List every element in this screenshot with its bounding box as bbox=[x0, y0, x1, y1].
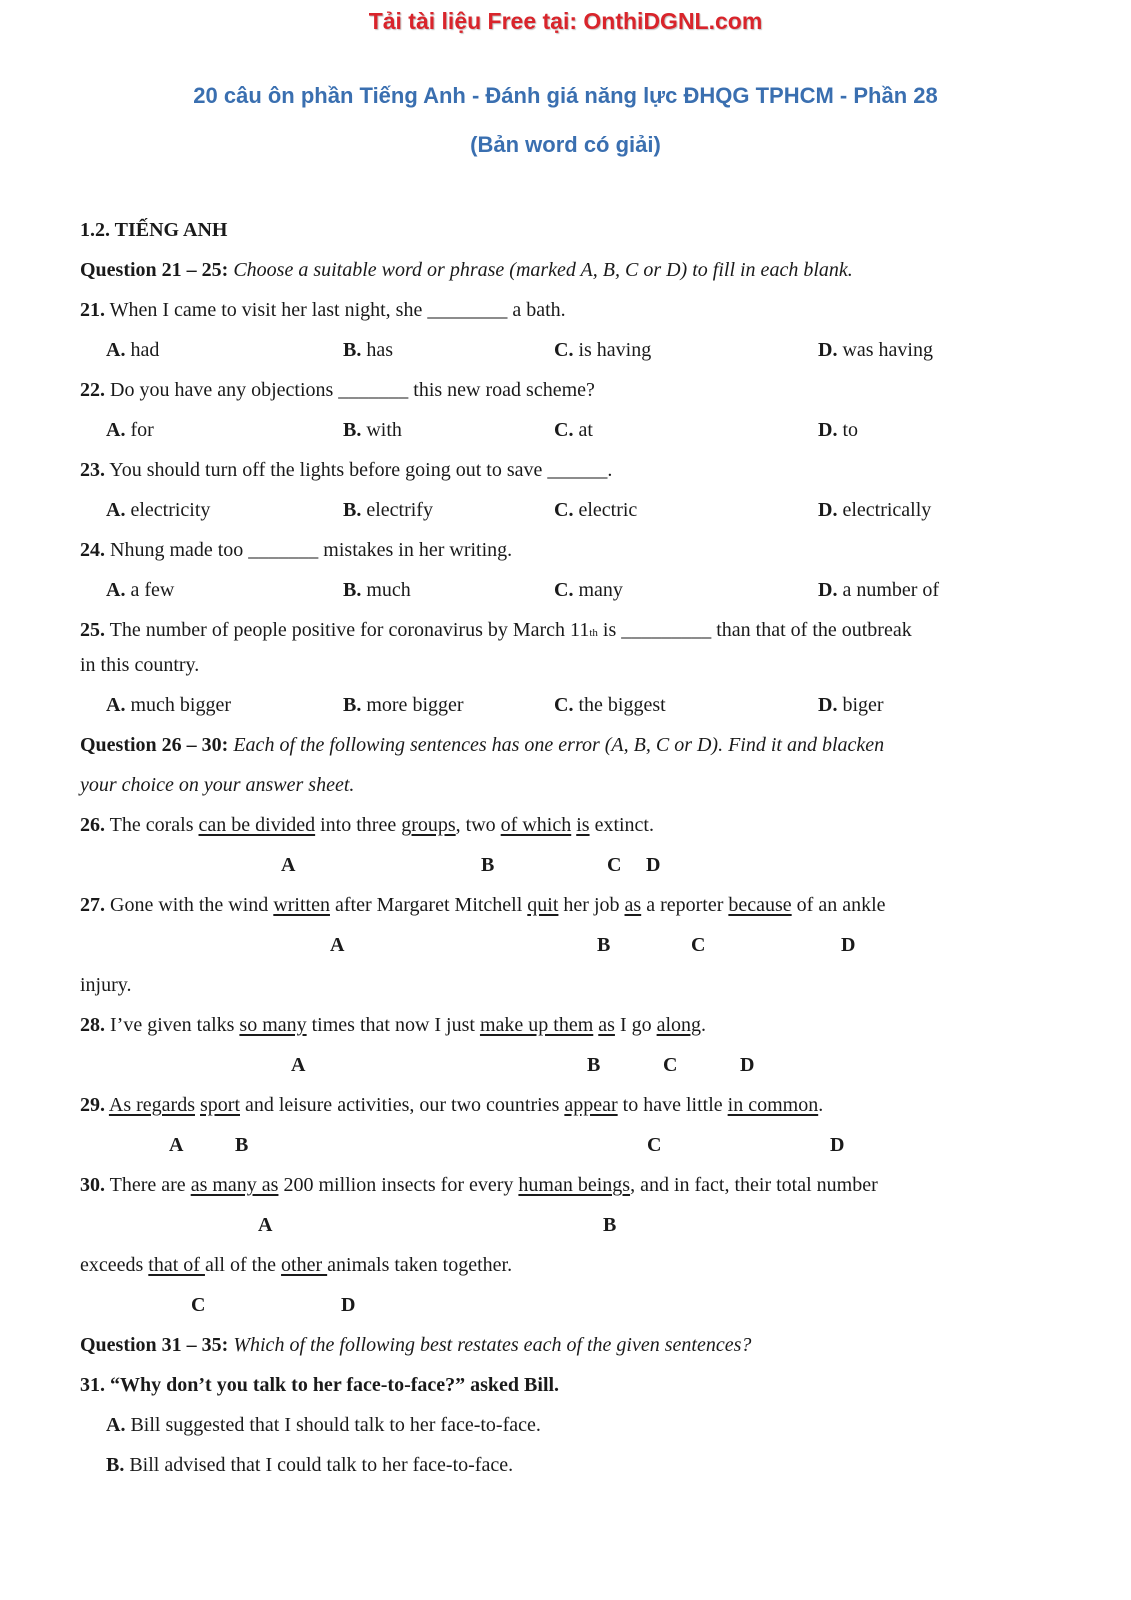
q22-option-a: A. for bbox=[106, 419, 154, 441]
group1-instruction: Question 21 – 25: Choose a suitable word or phrase (marked A, B, C or D) to fill in each blank. bbox=[80, 259, 853, 281]
q29-label-b: B bbox=[235, 1134, 249, 1156]
question-26: 26. The corals can be divided into three groups, two of which is extinct. bbox=[80, 814, 654, 836]
q27-label-d: D bbox=[841, 934, 856, 956]
q22-option-b: B. with bbox=[343, 419, 402, 441]
question-30-line2: exceeds that of all of the other animals taken together. bbox=[80, 1254, 513, 1276]
q28-label-b: B bbox=[587, 1054, 601, 1076]
q30-label-b: B bbox=[603, 1214, 617, 1236]
question-22: 22. Do you have any objections _______ this new road scheme? bbox=[80, 379, 595, 401]
q24-option-c: C. many bbox=[554, 579, 623, 601]
q22-option-c: C. at bbox=[554, 419, 593, 441]
q25-option-a: A. much bigger bbox=[106, 694, 231, 716]
q24-option-a: A. a few bbox=[106, 579, 175, 601]
q25-option-b: B. more bigger bbox=[343, 694, 464, 716]
q26-label-a: A bbox=[281, 854, 296, 876]
q30-label-a: A bbox=[258, 1214, 273, 1236]
q24-option-b: B. much bbox=[343, 579, 411, 601]
group2-instruction-line2: your choice on your answer sheet. bbox=[80, 774, 355, 796]
q27-label-a: A bbox=[330, 934, 345, 956]
group3-instruction: Question 31 – 35: Which of the following best restates each of the given sentences? bbox=[80, 1334, 752, 1356]
q28-label-d: D bbox=[740, 1054, 755, 1076]
q21-option-b: B. has bbox=[343, 339, 394, 361]
q23-option-b: B. electrify bbox=[343, 499, 433, 521]
q21-option-c: C. is having bbox=[554, 339, 652, 361]
doc-title: 20 câu ôn phần Tiếng Anh - Đánh giá năng lực ĐHQG TPHCM - Phần 28 bbox=[193, 83, 938, 108]
q27-label-c: C bbox=[691, 934, 706, 956]
q28-label-c: C bbox=[663, 1054, 678, 1076]
q23-option-a: A. electricity bbox=[106, 499, 211, 521]
q27-label-b: B bbox=[597, 934, 611, 956]
q26-label-b: B bbox=[481, 854, 495, 876]
q23-option-d: D. electrically bbox=[818, 499, 932, 521]
question-30: 30. There are as many as 200 million insects for every human beings, and in fact, their total number bbox=[80, 1174, 878, 1196]
site-header: Tải tài liệu Free tại: OnthiDGNL.com bbox=[368, 8, 763, 34]
q31-option-a: A. Bill suggested that I should talk to her face-to-face. bbox=[106, 1414, 541, 1436]
q31-option-b: B. Bill advised that I could talk to her face-to-face. bbox=[106, 1454, 514, 1476]
q28-label-a: A bbox=[291, 1054, 306, 1076]
doc-subtitle: (Bản word có giải) bbox=[470, 132, 661, 157]
q22-option-d: D. to bbox=[818, 419, 859, 441]
q25-option-d: D. biger bbox=[818, 694, 884, 716]
q21-option-a: A. had bbox=[106, 339, 160, 361]
q26-label-d: D bbox=[646, 854, 661, 876]
question-21: 21. When I came to visit her last night, she ________ a bath. bbox=[80, 299, 566, 321]
q21-option-d: D. was having bbox=[818, 339, 933, 361]
q29-label-a: A bbox=[169, 1134, 184, 1156]
question-23: 23. You should turn off the lights before going out to save ______. bbox=[80, 459, 613, 481]
q30-label-c: C bbox=[191, 1294, 206, 1316]
question-25-line2: in this country. bbox=[80, 654, 200, 676]
question-31: 31. “Why don’t you talk to her face-to-face?” asked Bill. bbox=[80, 1374, 560, 1396]
q24-option-d: D. a number of bbox=[818, 579, 940, 601]
question-27: 27. Gone with the wind written after Margaret Mitchell quit her job as a reporter because of an ankle bbox=[80, 894, 886, 916]
group2-instruction: Question 26 – 30: Each of the following sentences has one error (A, B, C or D). Find it and blacken bbox=[80, 734, 885, 756]
q26-label-c: C bbox=[607, 854, 622, 876]
q23-option-c: C. electric bbox=[554, 499, 638, 521]
section-heading: 1.2. TIẾNG ANH bbox=[80, 219, 228, 241]
q30-label-d: D bbox=[341, 1294, 356, 1316]
q29-label-c: C bbox=[647, 1134, 662, 1156]
q29-label-d: D bbox=[830, 1134, 845, 1156]
question-29: 29. As regards sport and leisure activities, our two countries appear to have little in common. bbox=[80, 1094, 824, 1116]
question-25: 25. The number of people positive for coronavirus by March 11th is _________ than that of the outbreak bbox=[80, 619, 912, 641]
q25-option-c: C. the biggest bbox=[554, 694, 666, 716]
question-28: 28. I’ve given talks so many times that now I just make up them as I go along. bbox=[80, 1014, 707, 1036]
question-27-line2: injury. bbox=[80, 974, 132, 996]
question-24: 24. Nhung made too _______ mistakes in her writing. bbox=[80, 539, 513, 561]
